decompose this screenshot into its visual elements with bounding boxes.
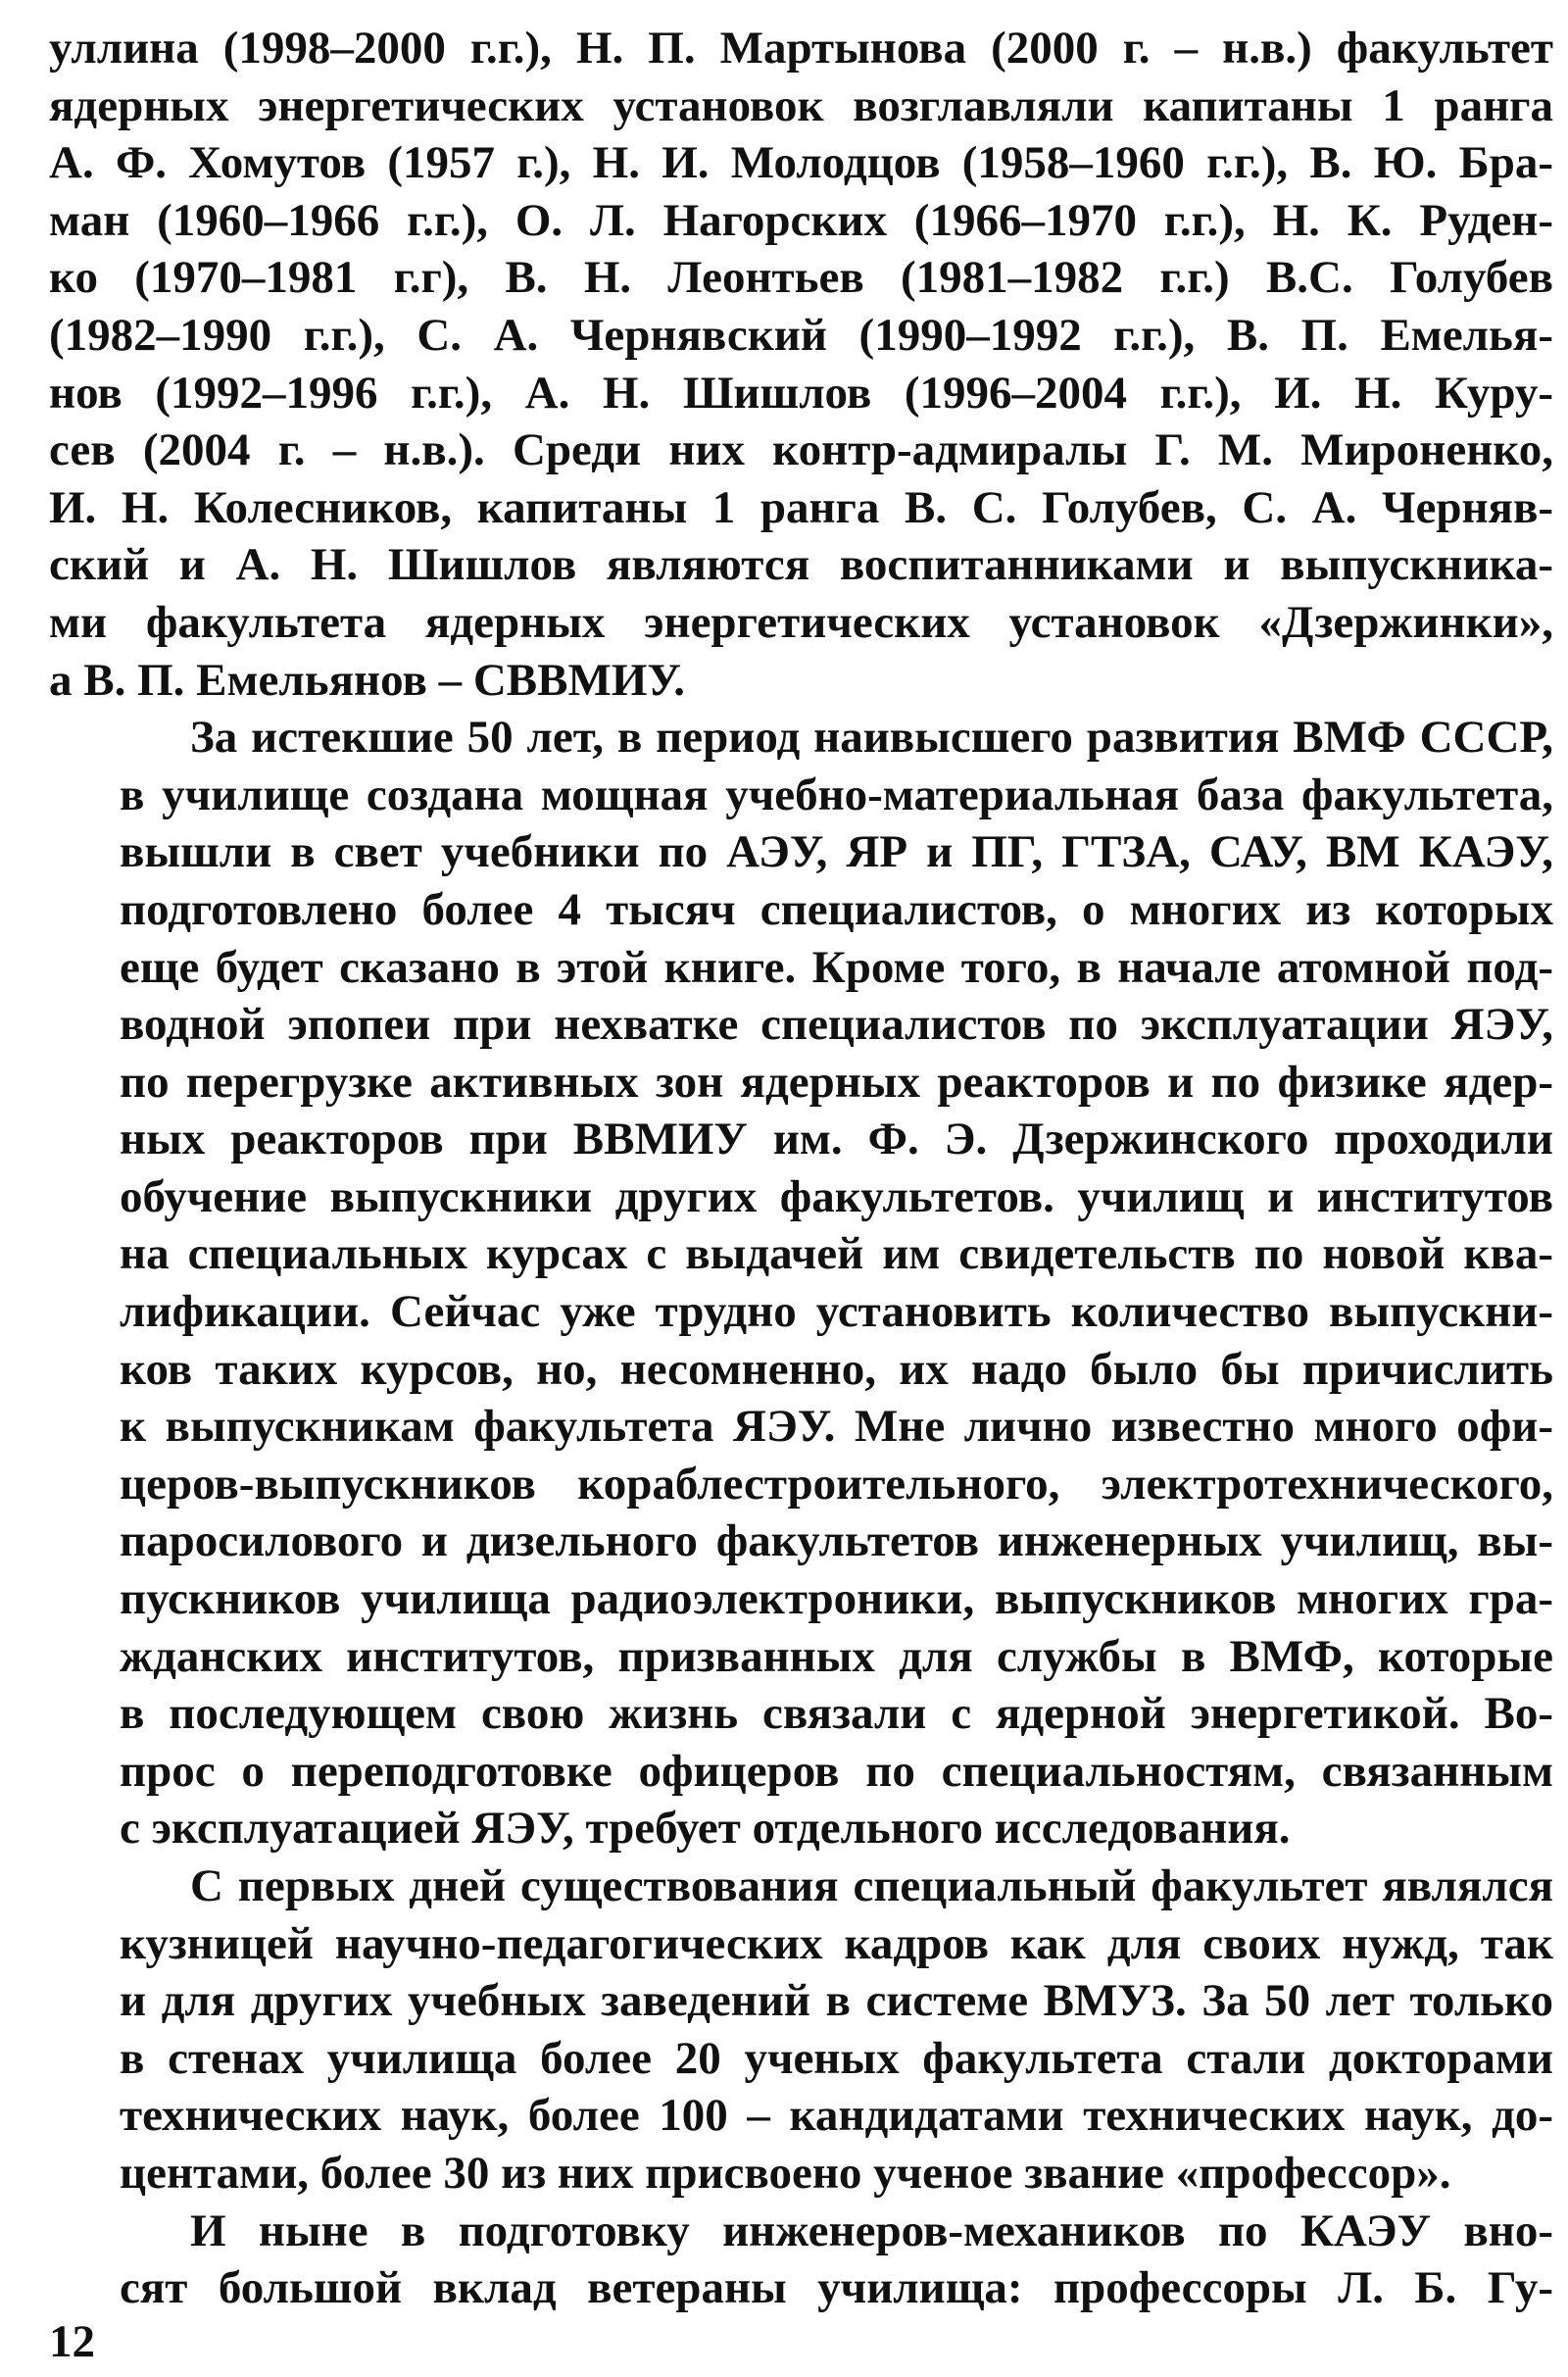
text-line: а В. П. Емельянов – СВВМИУ. bbox=[49, 654, 685, 706]
text-line: кузницей научно-педагогических кадров как для своих нужд, так bbox=[120, 1917, 1553, 1969]
text-line: прос о переподготовке офицеров по специальностям, связанным bbox=[120, 1745, 1553, 1797]
text-line: церов-выпускников кораблестроительного, электротехнического, bbox=[120, 1458, 1553, 1510]
text-line: ядерных энергетических установок возглавляли капитаны 1 ранга bbox=[49, 79, 1553, 131]
text-line: сев (2004 г. – н.в.). Среди них контр-адмиралы Г. М. Мироненко, bbox=[49, 424, 1553, 476]
text-line: И. Н. Колесников, капитаны 1 ранга В. С. Голубев, С. А. Черняв- bbox=[49, 481, 1553, 533]
text-line: к выпускникам факультета ЯЭУ. Мне лично известно много офи- bbox=[120, 1401, 1553, 1453]
text-line: сят большой вклад ветераны училища: профессоры Л. Б. Гу- bbox=[120, 2262, 1553, 2314]
text-line: ский и А. Н. Шишлов являются воспитанниками и выпускника- bbox=[49, 539, 1553, 591]
text-line: центами, более 30 из них присвоено ученое звание «профессор». bbox=[120, 2147, 1451, 2199]
text-line: ман (1960–1966 г.г.), О. Л. Нагорских (1966–1970 г.г.), Н. К. Руден- bbox=[49, 194, 1553, 246]
text-line: вышли в свет учебники по АЭУ, ЯР и ПГ, ГТЗА, САУ, ВМ КАЭУ, bbox=[120, 826, 1553, 878]
text-line: ков таких курсов, но, несомненно, их надо было бы причислить bbox=[120, 1343, 1553, 1395]
text-line: на специальных курсах с выдачей им свидетельств по новой ква- bbox=[120, 1228, 1553, 1280]
document-body bbox=[49, 20, 1553, 2317]
text-line: И ныне в подготовку инженеров-механиков по КАЭУ вно- bbox=[190, 2204, 1553, 2256]
text-line: ко (1970–1981 г.г), В. Н. Леонтьев (1981–1982 г.г.) В.С. Голубев bbox=[49, 252, 1553, 304]
paragraph bbox=[49, 709, 1553, 1857]
text-line: по перегрузке активных зон ядерных реакторов и по физике ядер- bbox=[120, 1056, 1553, 1108]
paragraph bbox=[49, 20, 1553, 709]
text-line: в последующем свою жизнь связали с ядерной энергетикой. Во- bbox=[120, 1688, 1553, 1740]
paragraph bbox=[49, 1857, 1553, 2203]
text-line: с эксплуатацией ЯЭУ, требует отдельного исследования. bbox=[120, 1803, 1291, 1855]
paragraph bbox=[49, 2203, 1553, 2317]
text-line: лификации. Сейчас уже трудно установить количество выпускни- bbox=[120, 1286, 1553, 1338]
page-number: 12 bbox=[49, 2316, 95, 2367]
text-line: паросилового и дизельного факультетов инженерных училищ, вы- bbox=[120, 1515, 1553, 1567]
text-line: ми факультета ядерных энергетических установок «Дзержинки», bbox=[49, 596, 1553, 648]
text-line: (1982–1990 г.г.), С. А. Чернявский (1990–1992 г.г.), В. П. Емелья- bbox=[49, 309, 1553, 361]
text-line: в училище создана мощная учебно-материальная база факультета, bbox=[120, 768, 1553, 820]
text-line: и для других учебных заведений в системе ВМУЗ. За 50 лет только bbox=[120, 1975, 1553, 2027]
text-line: подготовлено более 4 тысяч специалистов, о многих из которых bbox=[120, 883, 1553, 935]
text-line: А. Ф. Хомутов (1957 г.), Н. И. Молодцов (1958–1960 г.г.), В. Ю. Бра- bbox=[49, 137, 1553, 189]
text-line: жданских институтов, призванных для службы в ВМФ, которые bbox=[120, 1630, 1553, 1682]
text-line: технических наук, более 100 – кандидатами технических наук, до- bbox=[120, 2090, 1553, 2142]
text-line: в стенах училища более 20 ученых факультета стали докторами bbox=[120, 2032, 1553, 2084]
text-line: уллина (1998–2000 г.г.), Н. П. Мартынова (2000 г. – н.в.) факультет bbox=[49, 23, 1553, 74]
document-page bbox=[49, 20, 1553, 2317]
text-line: обучение выпускники других факультетов. училищ и институтов bbox=[120, 1170, 1553, 1222]
text-line: водной эпопеи при нехватке специалистов по эксплуатации ЯЭУ, bbox=[120, 999, 1553, 1051]
text-line: еще будет сказано в этой книге. Кроме того, в начале атомной под- bbox=[120, 941, 1553, 993]
text-line: ных реакторов при ВВМИУ им. Ф. Э. Дзержинского проходили bbox=[120, 1114, 1553, 1165]
text-line: С первых дней существования специальный факультет являлся bbox=[190, 1860, 1553, 1911]
text-line: За истекшие 50 лет, в период наивысшего развития ВМФ СССР, bbox=[190, 712, 1553, 764]
text-line: пускников училища радиоэлектроники, выпускников многих гра- bbox=[120, 1573, 1553, 1625]
text-line: нов (1992–1996 г.г.), А. Н. Шишлов (1996–2004 г.г.), И. Н. Куру- bbox=[49, 367, 1553, 419]
